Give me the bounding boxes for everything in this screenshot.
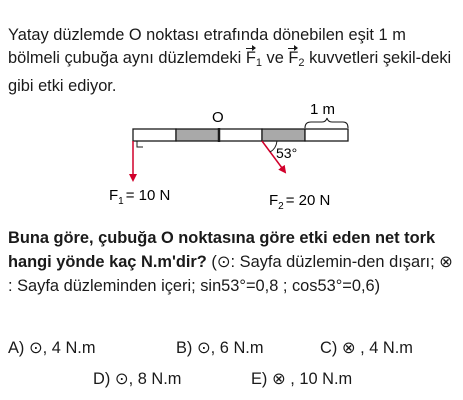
angle-label: 53° <box>276 145 298 161</box>
unit-brace <box>305 118 348 128</box>
intro-text-2: kuvvetleri şekil-deki gibi etki ediyor. <box>8 49 452 95</box>
question-rest: (⊙: Sayfa düzlemin-den dışarı; ⊗ : Sayfa düzleminden içeri; sin53°=0,8 ; cos53°=0,6) <box>8 253 453 295</box>
option-d[interactable]: D) ⊙, 8 N.m <box>93 370 182 388</box>
option-c[interactable]: C) ⊗ , 4 N.m <box>320 339 413 357</box>
f2-vector-symbol: F <box>288 47 298 70</box>
f2-subscript: 2 <box>298 57 305 69</box>
option-a[interactable]: A) ⊙, 4 N.m <box>8 339 96 357</box>
f1-vector-symbol: F <box>246 47 256 70</box>
rod-segment-1 <box>133 129 176 141</box>
option-e[interactable]: E) ⊗ , 10 N.m <box>251 370 353 388</box>
intro-text-1: Yatay düzlemde O noktası etrafında dönebilen eşit 1 m bölmeli çubuğa aynı düzlemdeki <box>8 26 406 67</box>
f1-subscript: 1 <box>255 57 262 69</box>
option-b[interactable]: B) ⊙, 6 N.m <box>176 339 264 357</box>
pivot-label: O <box>212 109 224 126</box>
unit-label: 1 m <box>310 101 336 118</box>
rod-segment-5 <box>305 129 348 141</box>
f2-label: $F_2 = 20$ N <box>269 192 331 212</box>
question-text <box>8 226 456 298</box>
question-bold: Buna göre, çubuğa O noktasına göre etki eden net tork hangi yönde kaç N.m'dir? <box>8 229 436 271</box>
rod-segment-2-shaded <box>176 129 219 141</box>
rod-segment-4-shaded <box>262 129 305 141</box>
rod-segment-3 <box>219 129 262 141</box>
right-angle-mark <box>137 141 143 147</box>
intro-and: ve <box>261 49 289 67</box>
f1-label: $F_1 = 10$ N <box>109 187 171 207</box>
